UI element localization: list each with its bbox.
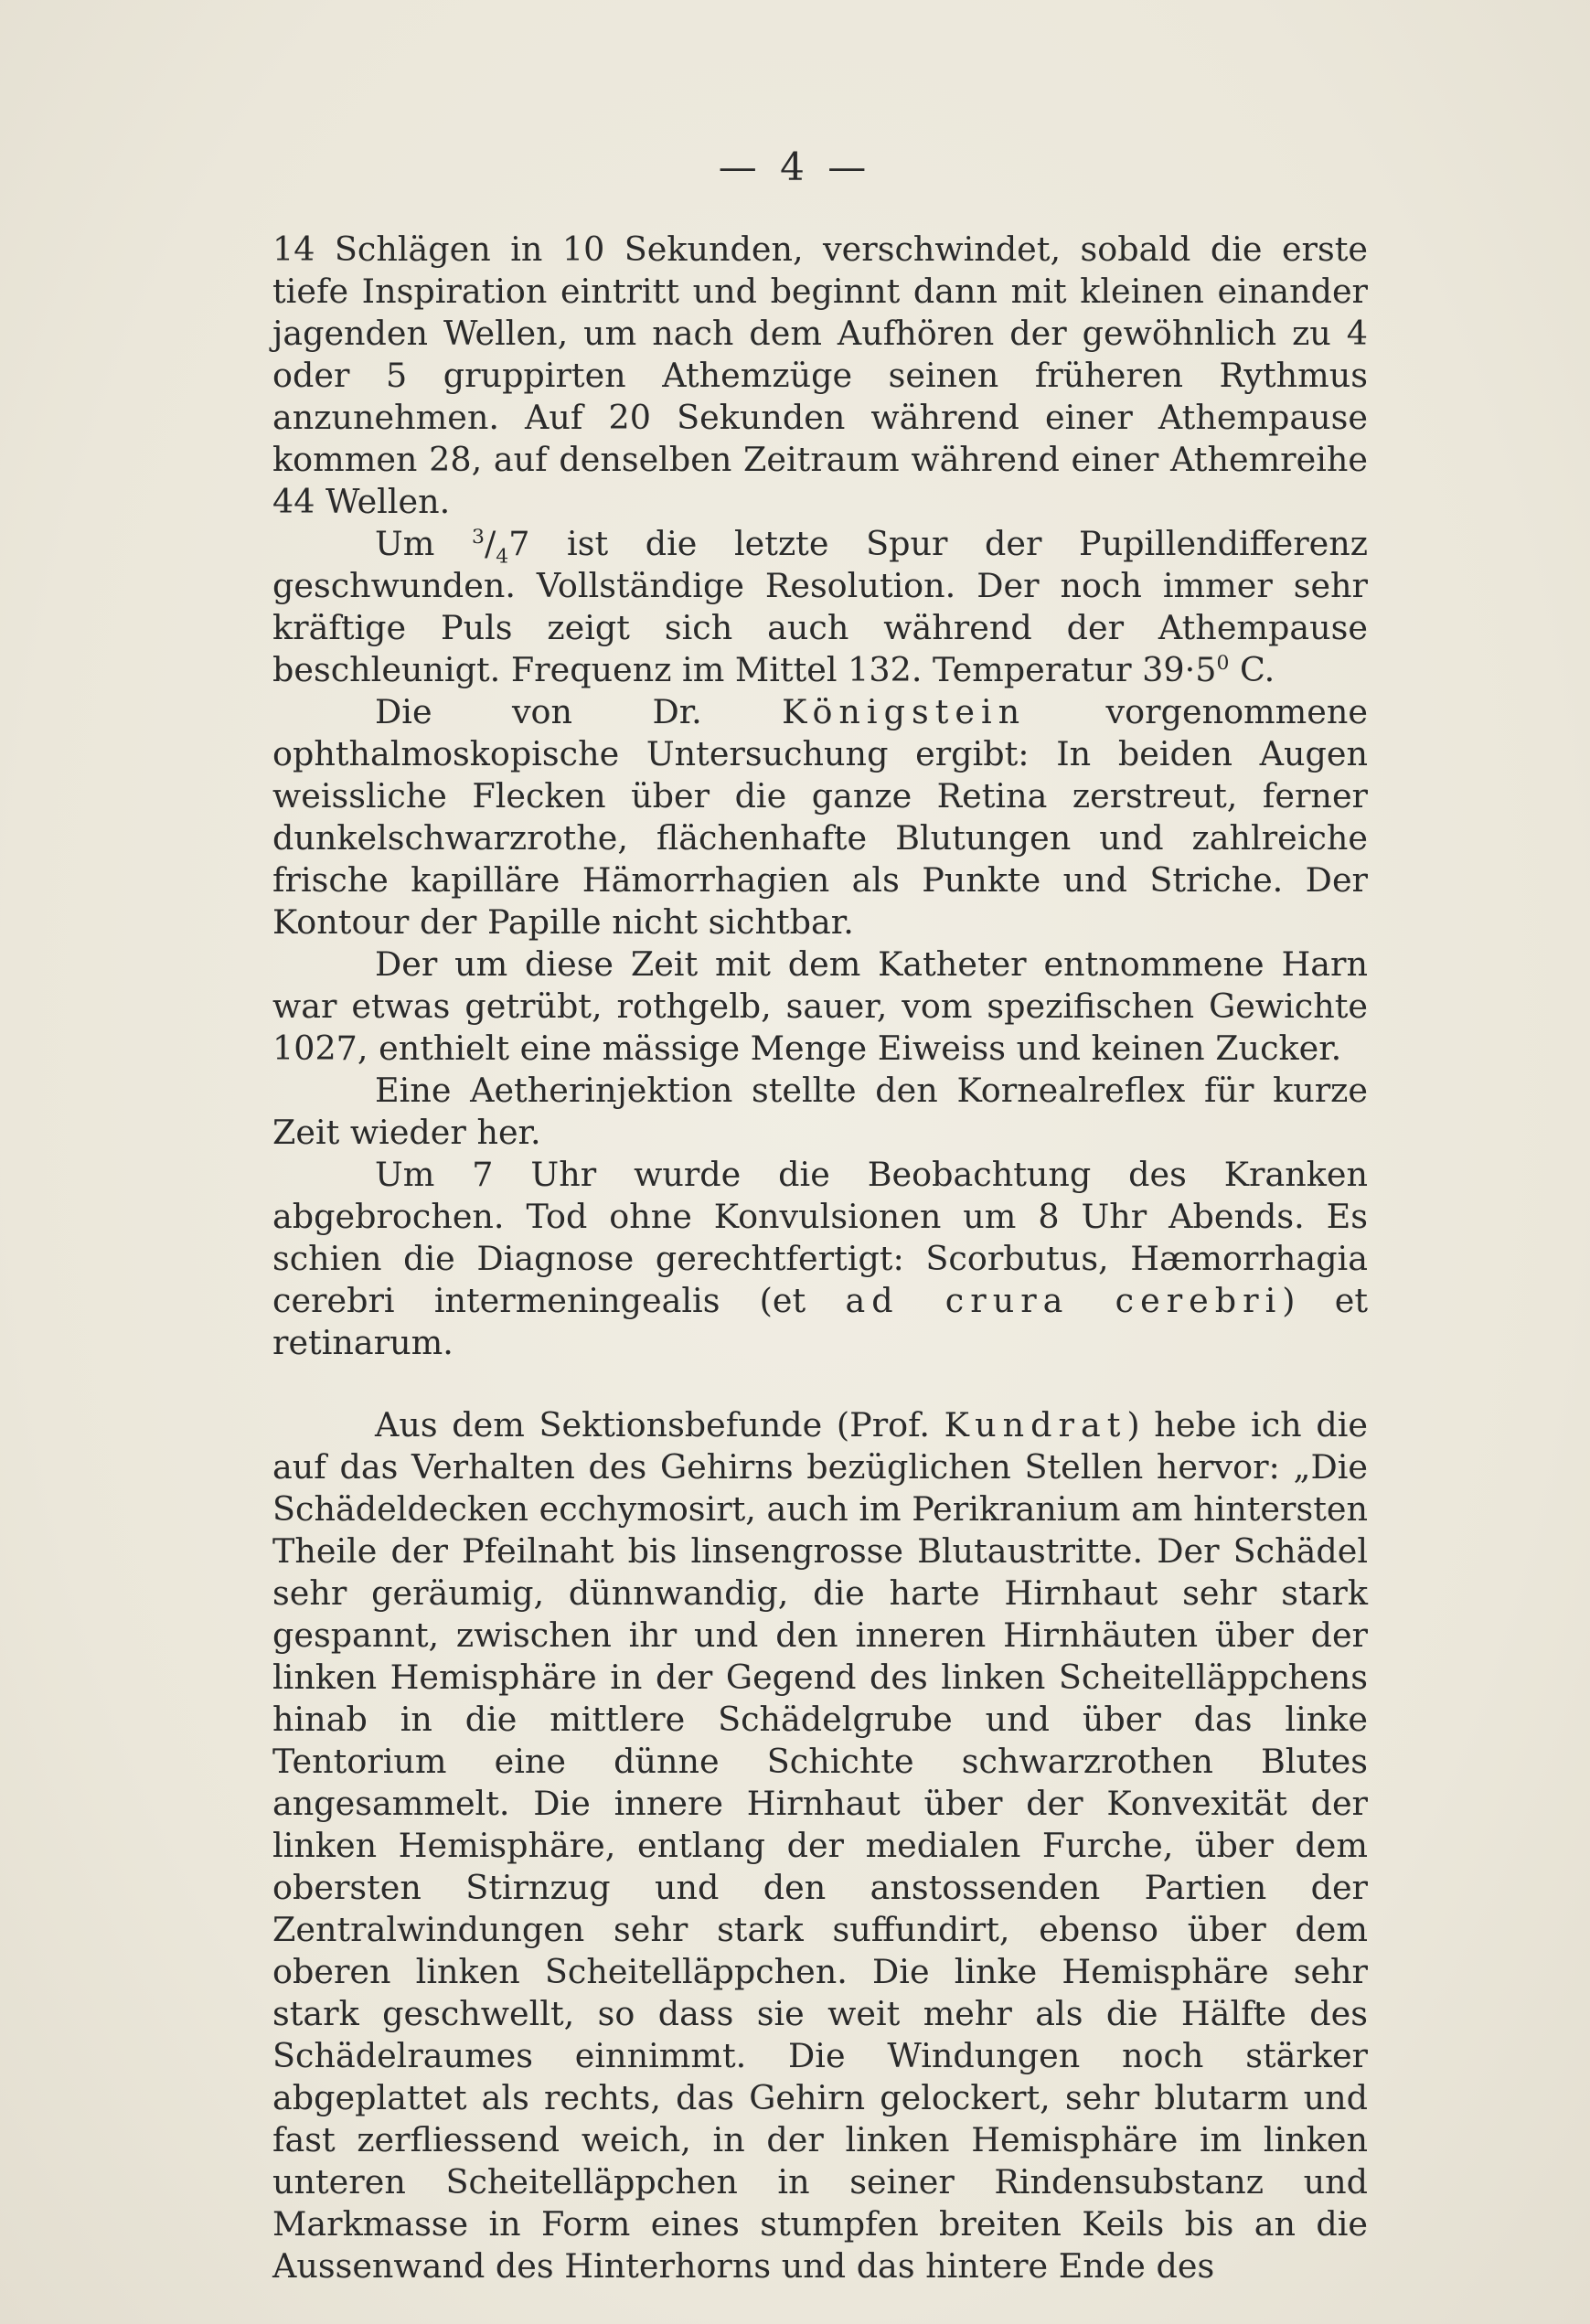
paragraph-p1	[272, 229, 1368, 523]
paragraph-p4	[272, 943, 1368, 1070]
paragraph-p6	[272, 1154, 1368, 1364]
text-segment: Aus dem Sektionsbefunde (Prof.	[375, 1405, 944, 1445]
text-segment: Um	[375, 524, 472, 563]
body-text	[272, 229, 1368, 2287]
subscript: 4	[496, 545, 509, 569]
superscript: 0	[1216, 651, 1230, 675]
text-segment: vorgenommene ophthalmoskopische Untersuchung ergibt: In beiden Augen weissliche Flecken über die ganze Retina zerstreut, ferner dunkelschwarzrothe, flächenhafte Blutungen und zahlreiche frische kapilläre Hämorrhagien als Punkte und Striche. Der Kontour der Papille nicht sichtbar.	[272, 692, 1368, 942]
text-segment: Eine Aetherinjektion stellte den Kornealreflex für kurze Zeit wieder her.	[272, 1071, 1368, 1152]
superscript: 3	[472, 525, 485, 549]
paragraph-p7	[272, 1404, 1368, 2287]
paragraph-p2	[272, 523, 1368, 691]
text-segment: ) et retinarum.	[272, 1281, 1369, 1362]
paragraph-p5	[272, 1070, 1368, 1154]
text-segment: C.	[1229, 650, 1275, 689]
spaced-name: Kundrat	[944, 1405, 1127, 1445]
spaced-name: Königstein	[782, 692, 1027, 731]
text-segment: /	[484, 524, 496, 563]
text-segment: Der um diese Zeit mit dem Katheter entnommene Harn war etwas getrübt, rothgelb, sauer, vom spezifischen Gewichte 1027, enthielt eine mässige Menge Eiweiss und keinen Zucker.	[272, 944, 1368, 1068]
text-segment: 14 Schlägen in 10 Sekunden, verschwindet, sobald die erste tiefe Inspiration eintritt und beginnt dann mit kleinen einander jagenden Wellen, um nach dem Aufhören der gewöhnlich zu 4 oder 5 gruppirten Athemzüge seinen früheren Rythmus anzunehmen. Auf 20 Sekunden während einer Athempause kommen 28, auf denselben Zeitraum während einer Athemreihe 44 Wellen.	[272, 229, 1368, 521]
text-segment: ) hebe ich die auf das Verhalten des Gehirns bezüglichen Stellen hervor: „Die Schädeldecken ecchymosirt, auch im Perikranium am hintersten Theile der Pfeilnaht bis linsengrosse Blutaustritte. Der Schädel sehr geräumig, dünnwandig, die harte Hirnhaut sehr stark gespannt, zwischen ihr und den inneren Hirnhäuten über der linken Hemisphäre in der Gegend des linken Scheitelläppchens hinab in die mittlere Schädelgrube und über das linke Tentorium eine dünne Schichte schwarzrothen Blutes angesammelt. Die innere Hirnhaut über der Konvexität der linken Hemisphäre, entlang der medialen Furche, über dem obersten Stirnzug und den anstossenden Partien der Zentralwindungen sehr stark suffundirt, ebenso über dem oberen linken Scheitelläppchen. Die linke Hemisphäre sehr stark geschwellt, so dass sie weit mehr als die Hälfte des Schädelraumes einnimmt. Die Windungen noch stärker abgeplattet als rechts, das Gehirn gelockert, sehr blutarm und fast zerfliessend weich, in der linken Hemisphäre im linken unteren Scheitelläppchen in seiner Rindensubstanz und Markmasse in Form eines stumpfen breiten Keils bis an die Aussenwand des Hinterhorns und das hintere Ende des	[272, 1405, 1368, 2286]
paragraph-p3	[272, 691, 1368, 943]
page-number: — 4 —	[718, 144, 872, 189]
text-segment: Um 7 Uhr wurde die Beobachtung des Kranken abgebrochen. Tod ohne Konvulsionen um 8 Uhr Abends. Es schien die Diagnose gerechtfertigt: Scorbutus, Hæmorrhagia cerebri intermeningealis (et	[272, 1155, 1368, 1320]
text-segment: Die von Dr.	[375, 692, 783, 731]
spaced-name: ad crura cerebri	[845, 1281, 1283, 1320]
text-segment: 7 ist die letzte Spur der Pupillendifferenz geschwunden. Vollständige Resolution. Der noch immer sehr kräftige Puls zeigt sich auch während der Athempause beschleunigt. Frequenz im Mittel 132. Temperatur 39·5	[272, 524, 1368, 689]
